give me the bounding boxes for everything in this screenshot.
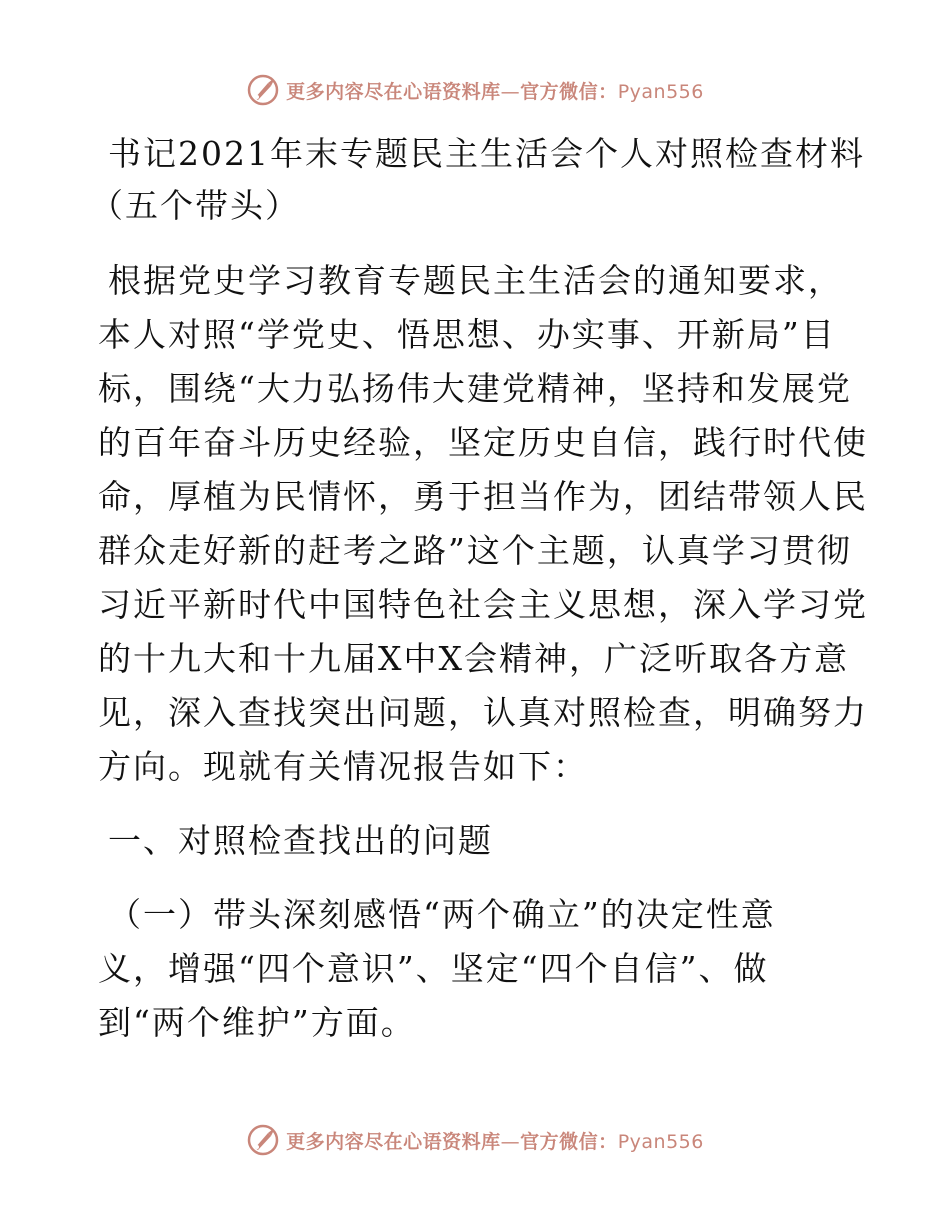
watermark-text [286, 1127, 704, 1154]
watermark-footer [0, 1120, 950, 1160]
watermark-group [246, 1123, 704, 1157]
watermark-separator: — [500, 1130, 521, 1153]
spacer [98, 868, 850, 888]
watermark-wechat-id: Pyan556 [617, 80, 704, 103]
section-heading: 一、对照检查找出的问题 [108, 821, 493, 860]
watermark-wechat-label: 官方微信： [520, 1130, 618, 1153]
watermark-wechat-label: 官方微信： [520, 80, 618, 103]
intro-paragraph-line: 命，厚植为民情怀，勇于担当作为，团结带领人民 [98, 477, 868, 516]
intro-paragraph-line: 的百年奋斗历史经验，坚定历史自信，践行时代使 [98, 423, 868, 462]
watermark-text [286, 77, 704, 104]
subsection-line: 到“两个维护”方面。 [98, 1003, 416, 1042]
subsection-line: （一）带头深刻感悟“两个确立”的决定性意 [108, 895, 776, 934]
spacer [98, 232, 850, 254]
watermark-brand: 更多内容尽在心语资料库 [286, 80, 501, 103]
intro-paragraph-line: 本人对照“学党史、悟思想、办实事、开新局”目 [98, 315, 836, 354]
intro-paragraph-line: 群众走好新的赶考之路”这个主题，认真学习贯彻 [98, 531, 852, 570]
intro-paragraph-line: 的十九大和十九届X中X会精神，广泛听取各方意 [98, 639, 849, 678]
document-title-line-2: （五个带头） [90, 186, 300, 225]
intro-paragraph-line: 见，深入查找突出问题，认真对照检查，明确努力 [98, 693, 868, 732]
intro-paragraph-line: 方向。现就有关情况报告如下： [98, 747, 588, 786]
subsection-line: 义，增强“四个意识”、坚定“四个自信”、做 [98, 949, 769, 988]
watermark-group [246, 73, 704, 107]
intro-paragraph-line: 标，围绕“大力弘扬伟大建党精神，坚持和发展党 [98, 369, 852, 408]
watermark-brand: 更多内容尽在心语资料库 [286, 1130, 501, 1153]
document-title-line-1: 书记2021年末专题民主生活会个人对照检查材料 [108, 134, 865, 173]
spacer [98, 794, 850, 814]
intro-paragraph-line: 习近平新时代中国特色社会主义思想，深入学习党 [98, 585, 868, 624]
quill-pen-logo-icon [246, 1123, 280, 1157]
watermark-wechat-id: Pyan556 [617, 1130, 704, 1153]
watermark-separator: — [500, 80, 521, 103]
document-body [90, 128, 868, 1050]
watermark-header [0, 70, 950, 110]
quill-pen-logo-icon [246, 73, 280, 107]
intro-paragraph-line: 根据党史学习教育专题民主生活会的通知要求， [108, 261, 843, 300]
